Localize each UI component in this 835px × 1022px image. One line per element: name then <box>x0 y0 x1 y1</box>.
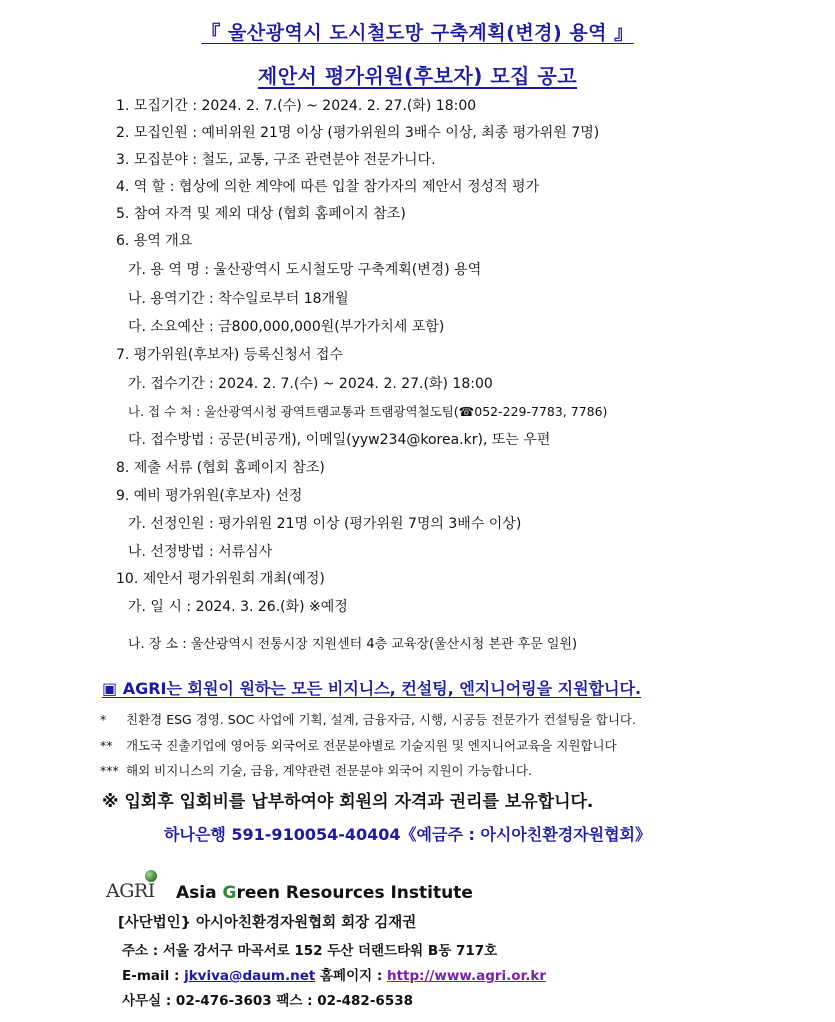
logo-text: AGRI <box>106 880 155 902</box>
item-6b-duration: 나. 용역기간 : 착수일로부터 18개월 <box>128 291 349 307</box>
title-line-1: 『 울산광역시 도시철도망 구축계획(변경) 용역 』 <box>201 22 634 44</box>
note-2-mark: ** <box>100 738 113 753</box>
item-6c-budget: 다. 소요예산 : 금800,000,000원(부가가치세 포함) <box>128 319 445 335</box>
item-7a-period: 가. 접수기간 : 2024. 2. 7.(수) ~ 2024. 2. 27.(화) 18:00 <box>128 376 493 392</box>
institute-name-g: G <box>222 883 237 903</box>
institute-name <box>176 883 473 903</box>
item-7b-office: 나. 접 수 처 : 울산광역시청 광역트램교통과 트램광역철도팀(☎052-229-7783, 7786) <box>128 404 608 419</box>
item-7-registration: 7. 평가위원(후보자) 등록신청서 접수 <box>116 347 343 363</box>
homepage-label: 홈페이지 : <box>315 968 387 984</box>
note-2-text: 개도국 진출기업에 영어등 외국어로 전문분야별로 기술지원 및 엔지니어교육을 지원합니다 <box>126 738 617 753</box>
item-7c-method: 다. 접수방법 : 공문(비공개), 이메일(yyw234@korea.kr), 또는 우편 <box>128 432 551 448</box>
item-10b-place: 나. 장 소 : 울산광역시 전통시장 지원센터 4층 교육장(울산시청 본관 후문 일원) <box>128 637 578 652</box>
footer-org: [사단법인} 아시아친환경자원협회 회장 김재권 <box>118 915 417 931</box>
item-5-qualification: 5. 참여 자격 및 제외 대상 (협회 홈페이지 참조) <box>116 206 406 222</box>
email-link[interactable]: jkviva@daum.net <box>184 968 316 984</box>
footer-phone: 사무실 : 02-476-3603 팩스 : 02-482-6538 <box>122 993 413 1009</box>
item-3-field: 3. 모집분야 : 철도, 교통, 구조 관련분야 전문가니다. <box>116 152 436 168</box>
institute-name-pre: Asia <box>176 883 223 903</box>
agri-logo <box>106 870 170 900</box>
item-9b-method: 나. 선정방법 : 서류심사 <box>128 544 273 560</box>
note-2 <box>100 738 617 754</box>
email-label: E-mail : <box>122 968 185 984</box>
note-3 <box>100 763 532 779</box>
agri-headline: ▣ AGRI는 회원이 원하는 모든 비지니스, 컨설팅, 엔지니어링을 지원합니다. <box>102 679 642 698</box>
item-2-count: 2. 모집인원 : 예비위원 21명 이상 (평가위원의 3배수 이상, 최종 평가위원 7명) <box>116 125 600 141</box>
note-3-text: 해외 비지니스의 기술, 금융, 계약관련 전문분야 외국어 지원이 가능합니다. <box>126 763 532 778</box>
item-6-overview: 6. 용역 개요 <box>116 233 193 249</box>
item-9a-count: 가. 선정인원 : 평가위원 21명 이상 (평가위원 7명의 3배수 이상) <box>128 516 522 532</box>
join-notice: ※ 입회후 입회비를 납부하여야 회원의 자격과 권리를 보유합니다. <box>102 792 594 812</box>
footer-address: 주소 : 서울 강서구 마곡서로 152 두산 더랜드타워 B동 717호 <box>122 943 498 959</box>
homepage-link[interactable]: http://www.agri.or.kr <box>386 968 547 984</box>
title-line-2: 제안서 평가위원(후보자) 모집 공고 <box>257 64 578 88</box>
note-1-text: 친환경 ESG 경영. SOC 사업에 기획, 설계, 금융자금, 시행, 시공등 전문가가 컨설팅을 합니다. <box>126 712 636 727</box>
bank-info: 하나은행 591-910054-40404《예금주 : 아시아친환경자원협회》 <box>164 825 652 844</box>
item-6a-name: 가. 용 역 명 : 울산광역시 도시철도망 구축계획(변경) 용역 <box>128 262 482 278</box>
note-3-mark: *** <box>100 763 119 778</box>
note-1 <box>100 712 636 728</box>
item-9-selection: 9. 예비 평가위원(후보자) 선정 <box>116 488 303 504</box>
item-4-role: 4. 역 할 : 협상에 의한 계약에 따른 입찰 참가자의 제안서 정성적 평가 <box>116 179 540 195</box>
item-1-period: 1. 모집기간 : 2024. 2. 7.(수) ~ 2024. 2. 27.(화) 18:00 <box>116 98 477 114</box>
item-10a-date: 가. 일 시 : 2024. 3. 26.(화) ※예정 <box>128 599 348 615</box>
note-1-mark: * <box>100 712 107 727</box>
item-10-committee: 10. 제안서 평가위원회 개최(예정) <box>116 571 325 587</box>
item-8-documents: 8. 제출 서류 (협회 홈페이지 참조) <box>116 460 325 476</box>
footer-contact <box>122 964 546 984</box>
institute-name-post: reen Resources Institute <box>236 883 473 903</box>
